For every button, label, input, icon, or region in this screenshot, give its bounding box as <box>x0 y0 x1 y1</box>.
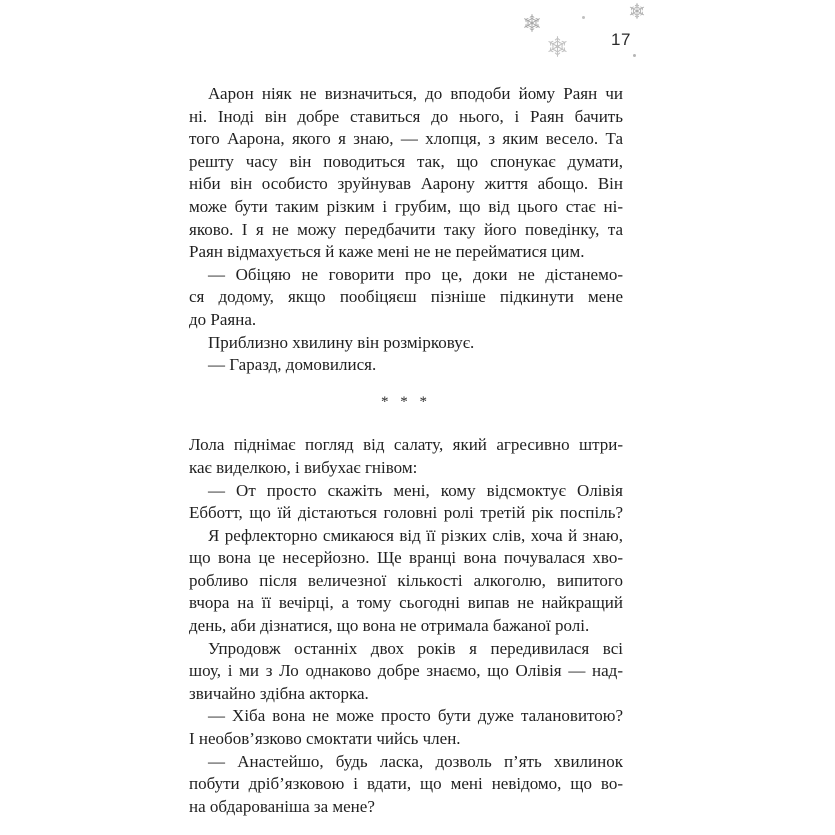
snowflake-icon <box>628 2 646 20</box>
text-line: ніби він особисто зруйнував Аарону життя абощо. Він <box>189 174 623 194</box>
text-line: ся додому, якщо пообіцяєш пізніше підкинути мене <box>189 287 623 307</box>
text-line: Аарон ніяк не визначиться, до вподоби йому Раян чи <box>208 84 623 103</box>
text-line: робливо після величезної кількості алкоголю, випитого <box>189 570 623 590</box>
text-line: звичайно здібна акторка. <box>189 683 369 703</box>
text-block <box>189 83 623 818</box>
text-line: решту часу він поводиться так, що спонукає думати, <box>189 151 623 171</box>
snowflake-icon <box>522 13 542 33</box>
text-line: І необов’язково смоктати чийсь член. <box>189 729 461 749</box>
text-line: Ебботт, що їй дістаються головні ролі третій рік поспіль? <box>189 503 623 523</box>
text-line: — Анастейшо, будь ласка, дозволь п’ять хвилинок <box>208 751 623 771</box>
snow-dot <box>582 16 585 19</box>
text-line: — От просто скажіть мені, кому відсмоктує Олівія <box>208 480 623 500</box>
text-line: день, аби дізнатися, що вона не отримала бажаної ролі. <box>189 616 590 636</box>
text-line: вчора на її вечірці, а тому сьогодні випав не найкращий <box>189 593 623 613</box>
snow-dot <box>633 54 636 57</box>
text-line: може бути таким різким і грубим, що від цього стає ні- <box>189 196 623 216</box>
text-line: яково. І я не можу передбачити таку його поведінку, та <box>189 219 623 239</box>
text-line: на обдарованіша за мене? <box>189 796 375 816</box>
text-line: Я рефлекторно смикаюся від її різких слів, хоча й знаю, <box>208 525 623 545</box>
section-separator: * * * <box>381 393 431 410</box>
snowflake-icon <box>546 35 569 58</box>
header-decorations <box>0 0 835 80</box>
text-line: побути дріб’язковою і вдати, що мені невідомо, що во- <box>189 774 623 794</box>
text-line: до Раяна. <box>189 309 257 329</box>
text-line: — Гаразд, домовилися. <box>208 355 377 375</box>
text-line: Приблизно хвилину він розмірковує. <box>208 332 475 352</box>
text-line: Раян відмахується й каже мені не не перейматися цим. <box>189 242 585 262</box>
text-line: кає виделкою, і вибухає гнівом: <box>189 457 418 477</box>
text-line: — Хіба вона не може просто бути дуже талановитою? <box>208 706 623 726</box>
text-line: Упродовж останніх двох років я передивилася всі <box>208 638 623 658</box>
text-line: того Аарона, якого я знаю, — хлопця, з яким весело. Та <box>189 129 623 149</box>
text-line: ні. Іноді він добре ставиться до нього, і Раян бачить <box>189 106 623 126</box>
text-line: що вона це несерйозно. Ще вранці вона почувалася хво- <box>189 548 623 568</box>
text-line: шоу, і ми з Ло однаково добре знаємо, що Олівія — над- <box>189 661 623 681</box>
page-number: 17 <box>611 30 631 49</box>
text-line: Лола піднімає погляд від салату, який агресивно штри- <box>189 435 623 455</box>
text-line: — Обіцяю не говорити про це, доки не дістанемо- <box>208 264 623 284</box>
